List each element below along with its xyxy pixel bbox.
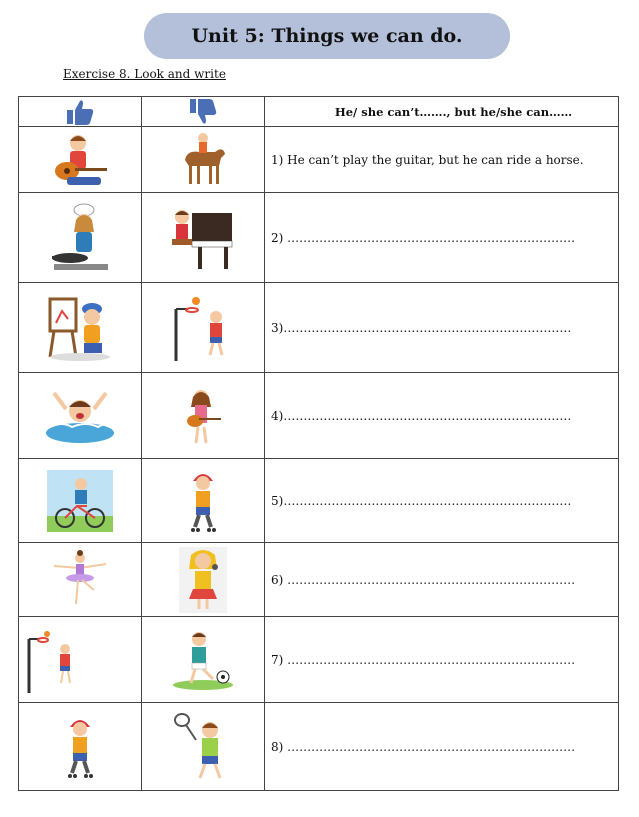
page-title: Unit 5: Things we can do.	[191, 25, 463, 47]
thumbs-down-icon	[188, 98, 218, 126]
table-row	[19, 193, 619, 283]
table-row	[19, 703, 619, 791]
boy-painting-image	[44, 293, 116, 363]
table-row	[19, 459, 619, 543]
answer-line[interactable]: 6) ………………………………………………………………	[271, 572, 576, 587]
table-row	[19, 283, 619, 373]
table-row	[19, 373, 619, 459]
header-row	[19, 97, 619, 127]
boy-rollerskating-image	[60, 715, 100, 779]
girl-dancing-ballet-image	[50, 550, 110, 610]
table-row	[19, 617, 619, 703]
table-row	[19, 543, 619, 617]
thumbs-up-icon	[65, 98, 95, 126]
boy-riding-horse-image	[177, 132, 229, 188]
table-row	[19, 127, 619, 193]
girl-singing-image	[179, 547, 227, 613]
boy-playing-basketball-image	[172, 295, 234, 361]
answer-line[interactable]: 1) He can’t play the guitar, but he can ride a horse.	[271, 152, 584, 167]
exercise-instruction: Exercise 8. Look and write	[63, 67, 226, 81]
header-sentence-cell	[265, 97, 619, 127]
boy-playing-guitar-image	[45, 131, 115, 189]
header-like-cell	[19, 97, 142, 127]
answer-line[interactable]: 8) ………………………………………………………………	[271, 739, 576, 754]
girl-playing-piano-image	[168, 203, 238, 273]
worksheet-table	[18, 96, 619, 791]
answer-line[interactable]: 4)………………………………………………………………	[271, 408, 572, 423]
girl-cooking-image	[48, 202, 112, 274]
boy-playing-football-image	[171, 629, 235, 691]
boy-rollerskating-image	[183, 469, 223, 533]
boy-playing-basketball-image	[25, 631, 81, 693]
boy-playing-badminton-image	[170, 712, 236, 782]
girl-playing-guitar-image	[181, 387, 225, 445]
title-banner	[144, 13, 510, 59]
header-sentence: He/ she can’t……., but he/she can……	[334, 104, 573, 119]
answer-line[interactable]: 3)………………………………………………………………	[271, 320, 572, 335]
answer-line[interactable]: 2) ………………………………………………………………	[271, 230, 576, 245]
answer-line[interactable]: 7) ………………………………………………………………	[271, 652, 576, 667]
header-dislike-cell	[142, 97, 265, 127]
girl-drowning-image	[42, 387, 118, 445]
answer-line[interactable]: 5)………………………………………………………………	[271, 493, 572, 508]
boy-riding-bike-image	[47, 470, 113, 532]
